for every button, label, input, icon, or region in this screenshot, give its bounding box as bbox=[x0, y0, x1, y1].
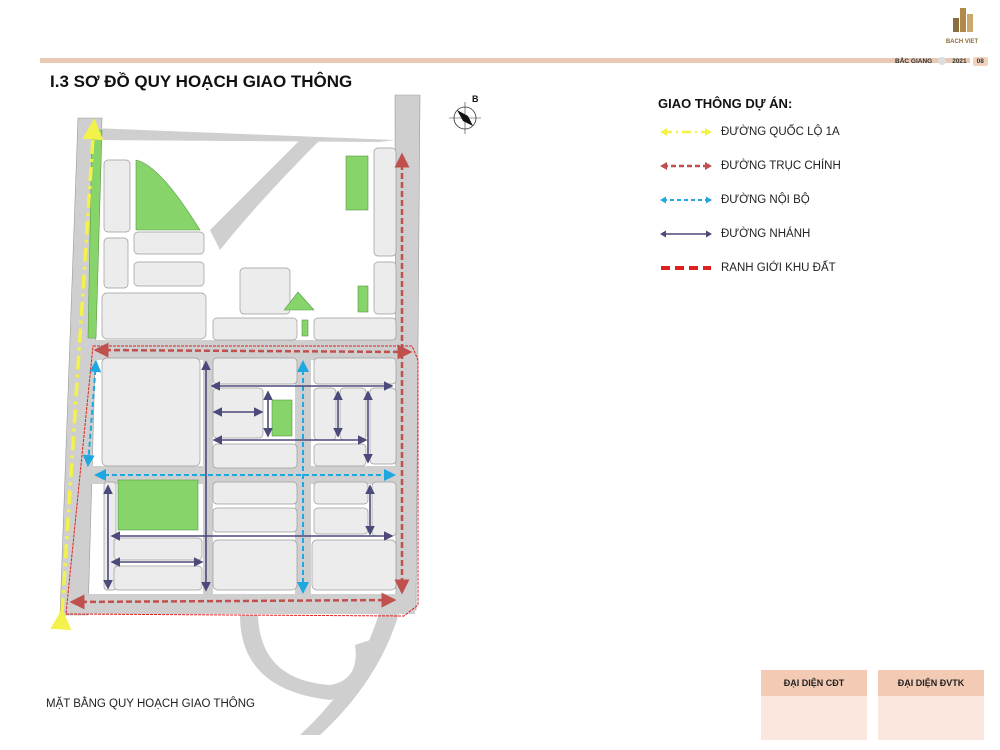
header-dot-icon bbox=[938, 57, 946, 65]
legend-item-main-axis bbox=[660, 156, 841, 176]
header-year: 2021 bbox=[952, 57, 967, 65]
legend-item-boundary bbox=[660, 258, 836, 278]
navy-arrow-icon bbox=[660, 228, 712, 240]
legend-label-branch: ĐƯỜNG NHÁNH bbox=[721, 228, 811, 240]
yellow-dash-arrow-icon bbox=[660, 126, 712, 138]
page-title: I.3 SƠ ĐỒ QUY HOẠCH GIAO THÔNG bbox=[50, 72, 353, 91]
signature-label-investor: ĐẠI DIỆN CĐT bbox=[761, 670, 867, 696]
red-thick-dash-icon bbox=[660, 262, 712, 274]
red-dashed-arrow-icon bbox=[660, 160, 712, 172]
legend-label-main-axis: ĐƯỜNG TRỤC CHÍNH bbox=[721, 160, 841, 172]
compass-label: B bbox=[472, 94, 479, 104]
legend-label-internal: ĐƯỜNG NỘI BỘ bbox=[721, 194, 810, 206]
logo-building-icon bbox=[940, 4, 984, 34]
signature-box-investor bbox=[761, 670, 867, 740]
signature-box-designer bbox=[878, 670, 984, 740]
legend-label-national-road: ĐƯỜNG QUỐC LỘ 1A bbox=[721, 126, 840, 138]
company-logo bbox=[940, 4, 984, 48]
legend-label-boundary: RANH GIỚI KHU ĐẤT bbox=[721, 262, 836, 274]
traffic-plan-map bbox=[30, 80, 479, 745]
header-meta bbox=[895, 55, 988, 67]
compass-north-icon bbox=[449, 102, 481, 134]
logo-text: BACH VIET bbox=[945, 39, 979, 45]
page-number: 08 bbox=[973, 57, 988, 66]
legend-item-national-road bbox=[660, 122, 840, 142]
legend-item-internal bbox=[660, 190, 810, 210]
map-caption: MẶT BẰNG QUY HOẠCH GIAO THÔNG bbox=[46, 698, 255, 710]
legend-title: GIAO THÔNG DỰ ÁN: bbox=[658, 96, 793, 111]
header-divider bbox=[40, 58, 890, 63]
header-location: BẮC GIANG bbox=[895, 57, 933, 65]
blue-dashed-arrow-icon bbox=[660, 194, 712, 206]
legend-item-branch bbox=[660, 224, 810, 244]
signature-label-designer: ĐẠI DIỆN ĐVTK bbox=[878, 670, 984, 696]
